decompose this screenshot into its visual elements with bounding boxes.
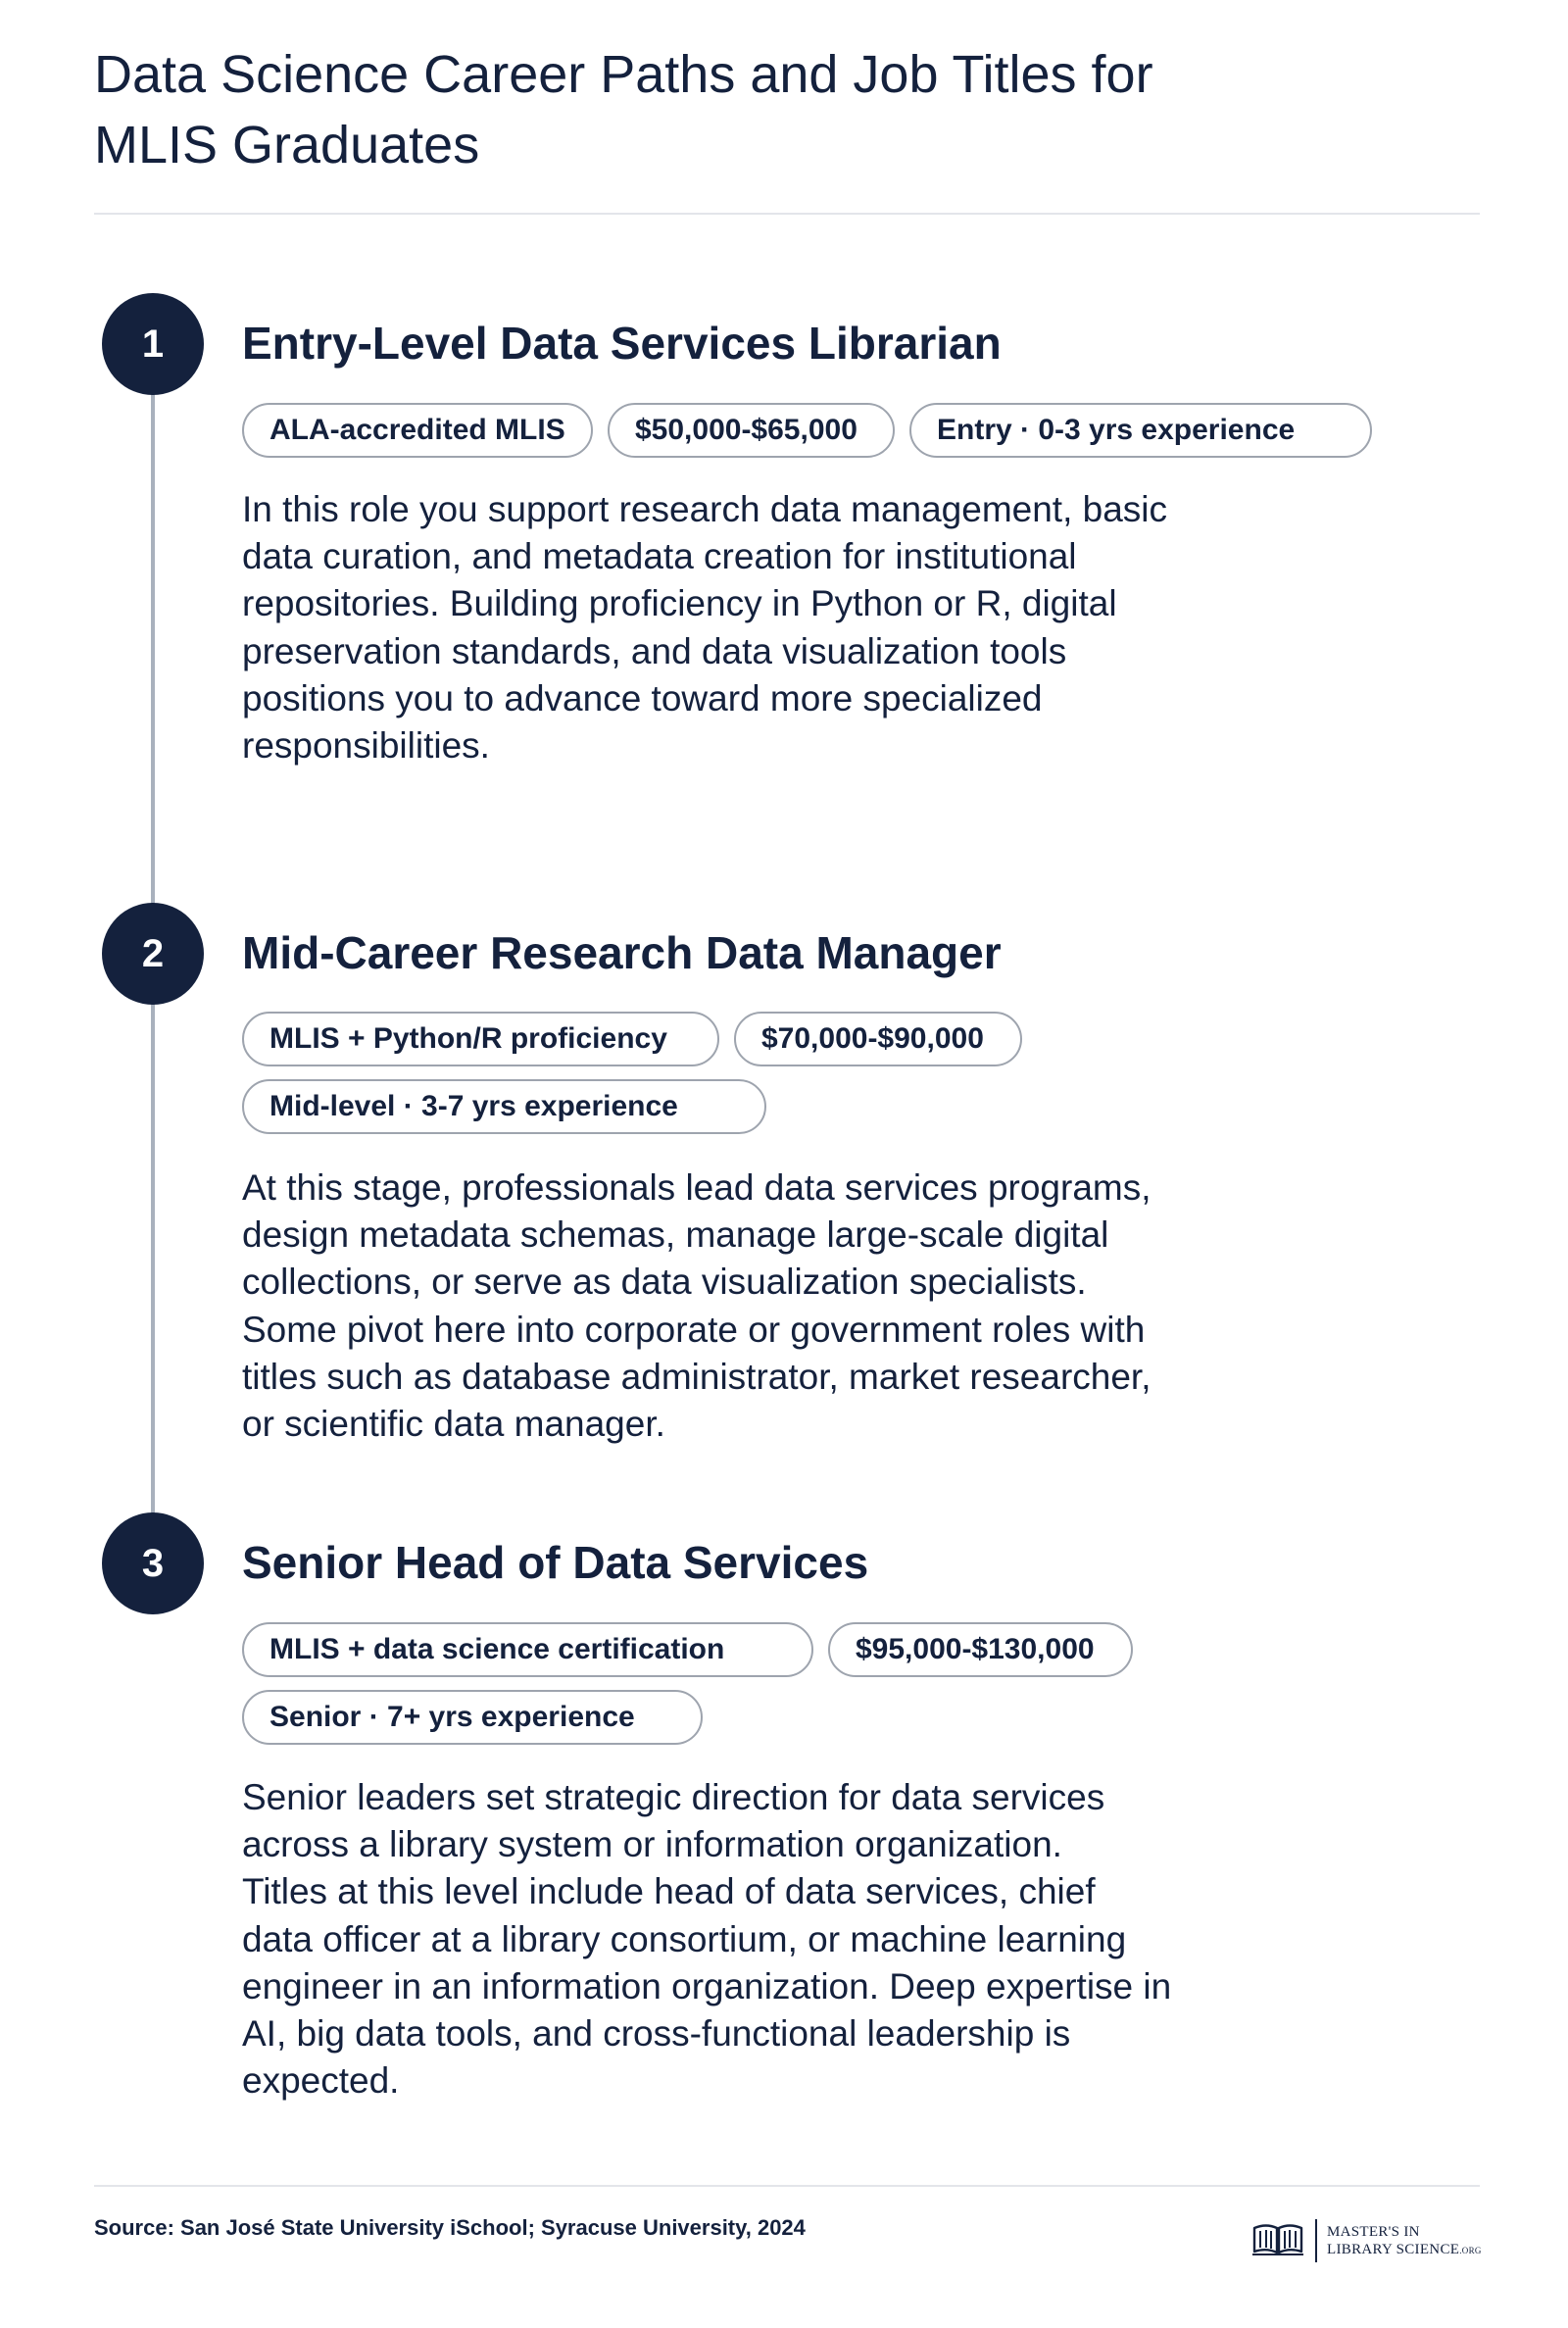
step-3-description-line: across a library system or information organization. [242,1824,1062,1865]
step-3-description-line: data officer at a library consortium, or machine learning [242,1918,1127,1959]
step-2-description-line: At this stage, professionals lead data services programs, [242,1167,1152,1208]
step-2-description-line: or scientific data manager. [242,1404,665,1445]
step-1-description-line: repositories. Building proficiency in Python or R, digital [242,583,1117,624]
step-3-description-line: AI, big data tools, and cross-functional leadership is [242,2013,1071,2055]
step-2-number-badge [102,903,204,1005]
logo-line-1: MASTER'S IN [1327,2223,1420,2240]
step-1-tag-education: ALA-accredited MLIS [242,403,593,458]
step-2-tag-education: MLIS + Python/R proficiency [242,1012,719,1066]
logo-suffix: .ORG [1459,2245,1482,2255]
step-1-title: Entry-Level Data Services Librarian [242,318,1002,369]
step-1-description-line: positions you to advance toward more specialized [242,677,1043,718]
step-3-description-line: engineer in an information organization. Deep expertise in [242,1965,1172,2006]
header-divider [94,213,1480,215]
step-1-number-badge [102,293,204,395]
step-2-description-line: collections, or serve as data visualization specialists. [242,1262,1087,1303]
step-3-number-badge [102,1512,204,1614]
step-3-tag-education: MLIS + data science certification [242,1622,813,1677]
step-1-description-line: data curation, and metadata creation for institutional [242,536,1077,577]
page-title-line-1: Data Science Career Paths and Job Titles for [94,45,1153,104]
step-3-title: Senior Head of Data Services [242,1537,869,1588]
step-1-tag-experience: Entry · 0-3 yrs experience [909,403,1372,458]
logo-line-2-main: LIBRARY SCIENCE [1327,2241,1460,2257]
step-2-tag-experience: Mid-level · 3-7 yrs experience [242,1079,766,1134]
step-1-tag-salary: $50,000-$65,000 [608,403,895,458]
step-2-description-line: design metadata schemas, manage large-scale digital [242,1214,1109,1256]
step-2-title: Mid-Career Research Data Manager [242,927,1002,978]
step-3-description [242,1774,1222,2105]
step-3-number: 3 [141,1541,165,1585]
open-book-icon [1250,2220,1305,2262]
step-1-description-line: In this role you support research data management, basic [242,489,1168,529]
page-title [94,39,1270,180]
step-1-description [242,486,1222,769]
step-1-description-line: preservation standards, and data visualization tools [242,630,1067,671]
logo-line-2 [1327,2241,1482,2259]
step-2-description [242,1164,1222,1448]
logo-divider [1315,2219,1317,2262]
step-3-tag-experience: Senior · 7+ yrs experience [242,1690,703,1745]
step-2-tag-salary: $70,000-$90,000 [734,1012,1022,1066]
step-2-description-line: Some pivot here into corporate or government roles with [242,1309,1146,1350]
step-3-description-line: Senior leaders set strategic direction for data services [242,1777,1105,1817]
step-2-number: 2 [141,931,165,975]
step-1-number: 1 [141,322,165,366]
logo-text [1327,2223,1482,2259]
page-title-line-2: MLIS Graduates [94,116,480,174]
source-note: Source: San José State University iSchool; Syracuse University, 2024 [94,2215,806,2240]
step-3-description-line: Titles at this level include head of data services, chief [242,1871,1096,1912]
site-logo [1250,2219,1482,2262]
step-3-description-line: expected. [242,2060,400,2102]
footer-divider [94,2185,1480,2187]
step-2-description-line: titles such as database administrator, market researcher, [242,1356,1152,1397]
step-3-tag-salary: $95,000-$130,000 [828,1622,1133,1677]
step-1-description-line: responsibilities. [242,725,490,767]
